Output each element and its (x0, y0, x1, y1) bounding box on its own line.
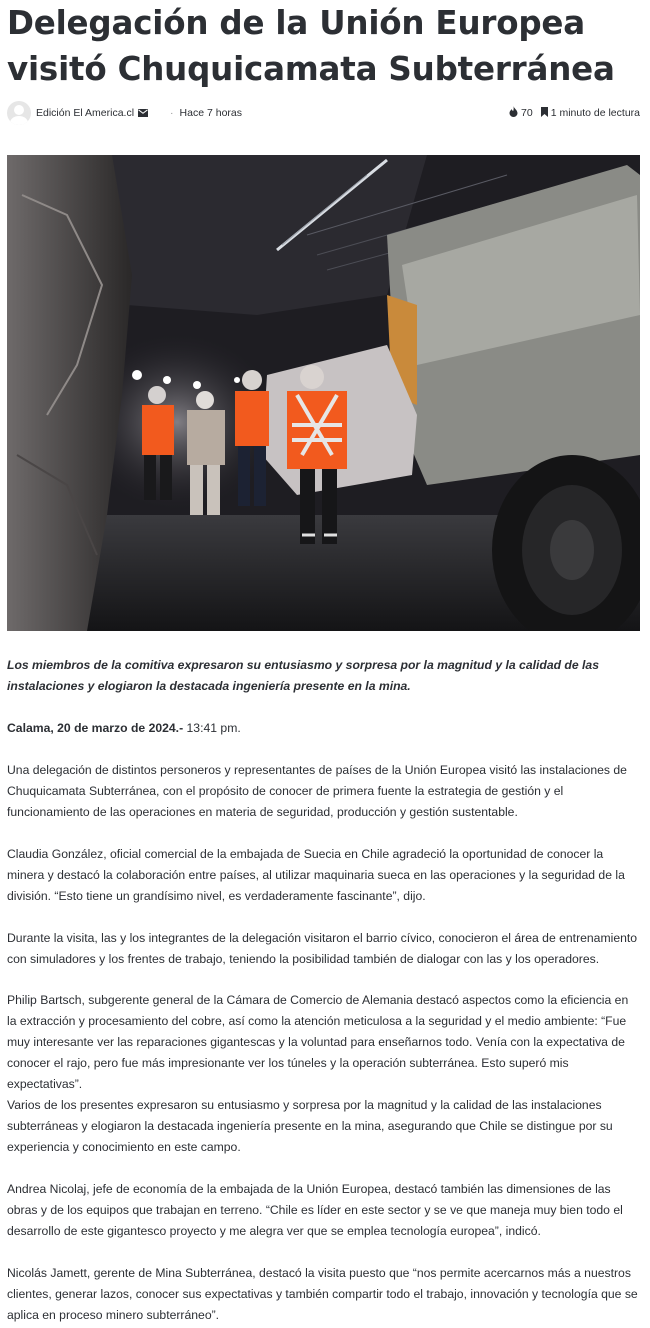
dateline-place-date: Calama, 20 de marzo de 2024.- (7, 721, 184, 735)
paragraph: Claudia González, oficial comercial de la embajada de Suecia en Chile agradeció la oportunidad de conocer la minera y destacó la colaboración entre países, al utilizar maquinaria sueca en las operaciones y la seguridad de la división. “Esto tiene un grandísimo nivel, es verdaderamente fascinante”, dijo. (7, 847, 625, 903)
article-title: Delegación de la Unión Europea visitó Chuquicamata Subterránea (7, 4, 615, 88)
views-value: 70 (521, 107, 533, 119)
paragraph: Durante la visita, las y los integrantes de la delegación visitaron el barrio cívico, conocieron el área de entrenamiento con simuladores y los frentes de trabajo, teniendo la posibilidad también de dialogar con las y los operadores. (7, 931, 638, 966)
user-avatar-icon[interactable] (7, 101, 31, 125)
meta-separator: · (170, 107, 174, 119)
paragraph: Andrea Nicolaj, jefe de economía de la embajada de la Unión Europea, destacó también las dimensiones de las obras y de los equipos que trabajan en terreno. “Chile es líder en este sector y se ve que maneja muy bien todo el desarrollo de este gigantesco proyecto y me alegra ver que se emplea tecnología europea”, indicó. (7, 1182, 623, 1238)
article-lead: Los miembros de la comitiva expresaron su entusiasmo y sorpresa por la magnitud y la calidad de las instalaciones y elogiaron la destacada ingeniería presente en la mina. (7, 658, 599, 693)
paragraph: Varios de los presentes expresaron su entusiasmo y sorpresa por la magnitud y la calidad de las instalaciones subterráneas y elogiaron la destacada ingeniería presente en la mina, asegurando que Chile se distingue por su experiencia y conocimiento en este campo. (7, 1098, 613, 1154)
featured-image (7, 155, 640, 631)
views-count (509, 106, 533, 120)
fire-icon (509, 106, 518, 120)
bookmark-icon (541, 107, 548, 120)
read-time-value: 1 minuto de lectura (550, 107, 640, 119)
time-ago: Hace 7 horas (179, 107, 242, 119)
paragraph: Una delegación de distintos personeros y representantes de países de la Unión Europea visitó las instalaciones de Chuquicamata Subterránea, con el propósito de conocer de primera fuente la estrategia de gestión y el funcionamiento de las operaciones en materia de seguridad, producción y gestión sustentable. (7, 763, 627, 819)
article-meta (7, 100, 640, 126)
author-link[interactable]: Edición El America.cl (36, 107, 135, 119)
dateline (7, 718, 640, 739)
paragraph: Philip Bartsch, subgerente general de la Cámara de Comercio de Alemania destacó aspectos como la eficiencia en la extracción y procesamiento del cobre, así como la atención meticulosa a la seguridad y el medio ambiente: “Fue muy interesante ver las reparaciones gigantescas y la voluntad para enseñarnos todo. Venía con la expectativa de conocer el rajo, pero fue más impresionante ver los túneles y la operación subterránea. Esto superó mis expectativas”. (7, 993, 629, 1091)
read-time (541, 107, 640, 120)
envelope-icon[interactable] (138, 109, 148, 117)
dateline-time: 13:41 pm. (183, 721, 241, 735)
paragraph: Nicolás Jamett, gerente de Mina Subterránea, destacó la visita puesto que “nos permite acercarnos más a nuestros clientes, generar lazos, conocer sus expectativas y también compartir todo el trabajo, innovación y tecnología que se aplica en proceso minero subterráneo”. (7, 1266, 638, 1322)
